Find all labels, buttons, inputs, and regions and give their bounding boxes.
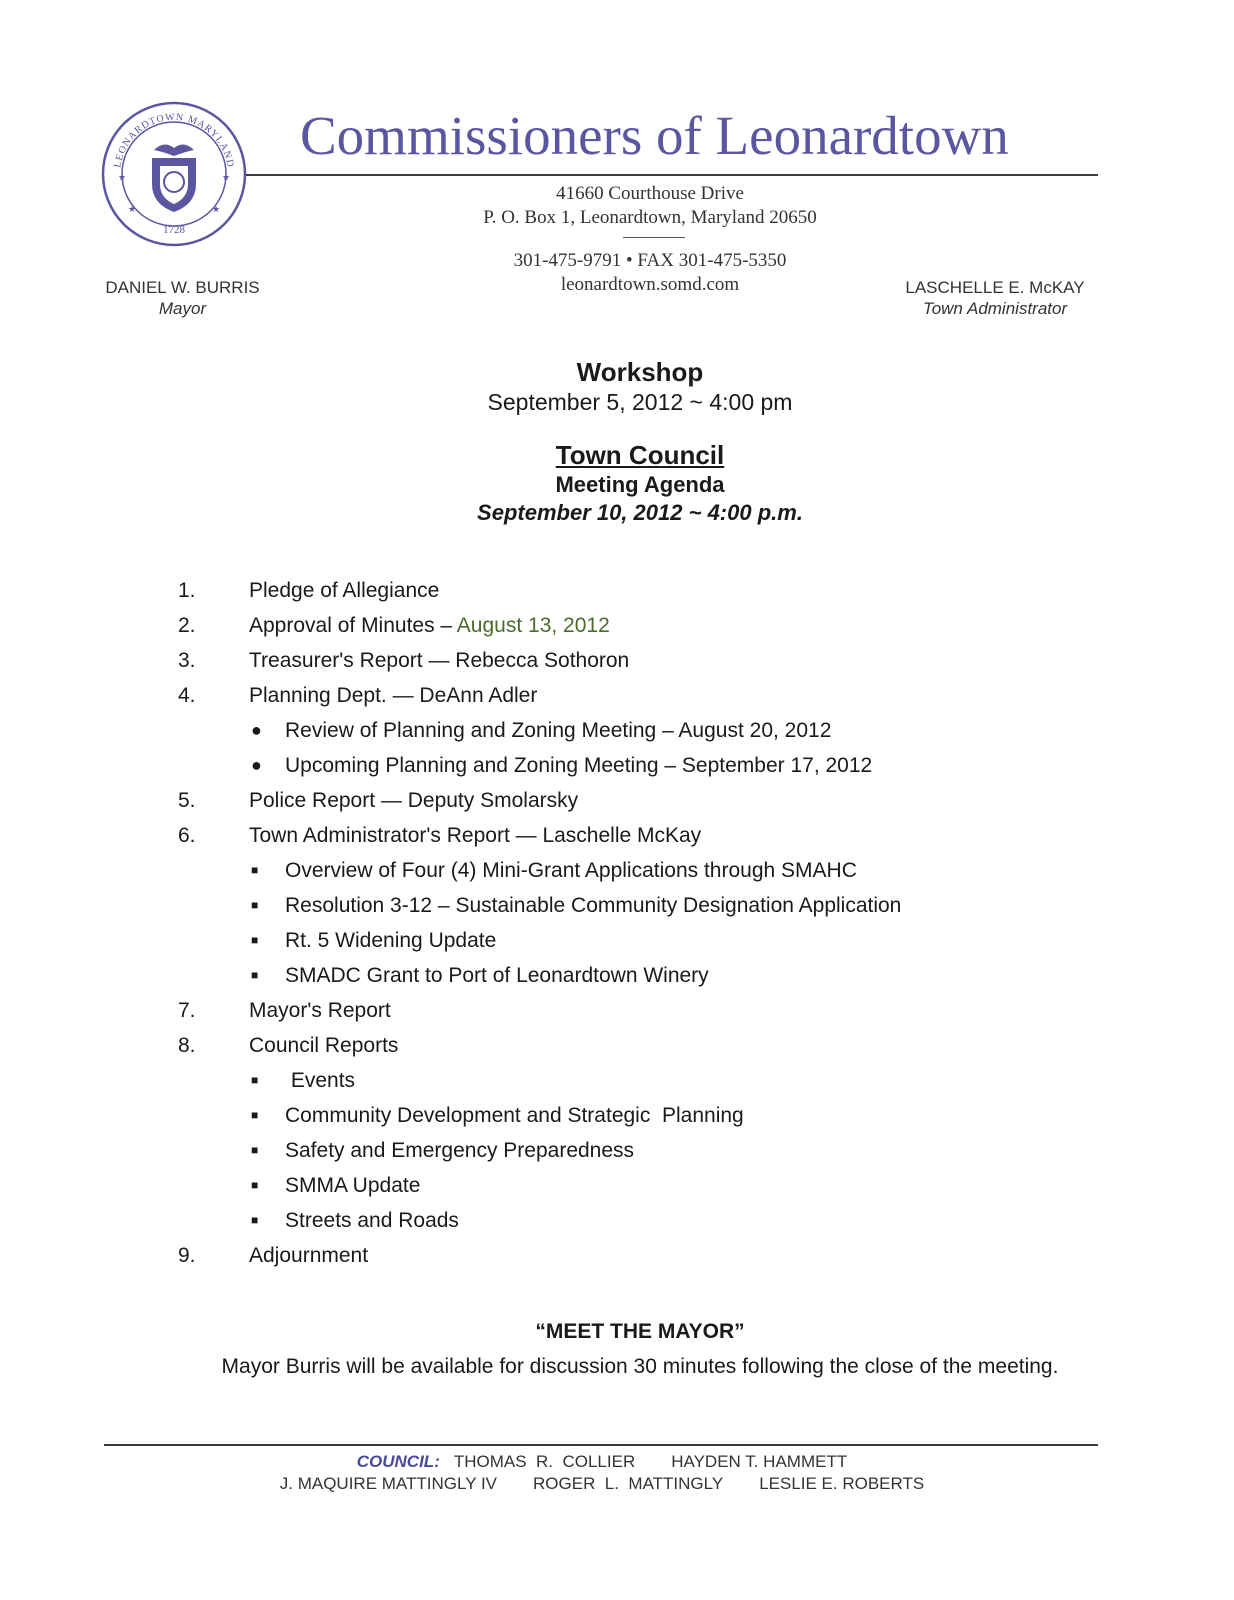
bullet-square-icon: ■ (251, 1213, 259, 1227)
website: leonardtown.somd.com (560, 274, 740, 295)
agenda-item-number: 6. (178, 824, 196, 847)
agenda-subitem-text: Overview of Four (4) Mini-Grant Applications through SMAHC (285, 859, 857, 882)
svg-text:★: ★ (118, 172, 127, 182)
bullet-square-icon: ■ (251, 1073, 259, 1087)
agenda-subitem (0, 1098, 1234, 1133)
agenda-subitem-text: Streets and Roads (285, 1209, 459, 1232)
agenda-subitem-text: Events (285, 1069, 356, 1092)
agenda-item-text: Planning Dept. — DeAnn Adler (249, 684, 538, 707)
agenda-subitem (0, 1133, 1234, 1168)
agenda-subitem-text: SMADC Grant to Port of Leonardtown Winery (285, 964, 709, 987)
agenda-item (0, 993, 1234, 1028)
address-divider (623, 237, 685, 238)
agenda-item-number: 4. (178, 684, 196, 707)
minutes-date: August 13, 2012 (456, 614, 610, 637)
agenda-subitem-text: SMMA Update (285, 1174, 421, 1197)
council-member: J. MAQUIRE MATTINGLY IV (279, 1474, 498, 1493)
minutes-label: Approval of Minutes – (249, 614, 457, 637)
workshop-title: Workshop (576, 357, 704, 387)
meeting-subtitle: Meeting Agenda (555, 472, 725, 497)
address-line-2: P. O. Box 1, Leonardtown, Maryland 20650 (483, 207, 817, 228)
agenda-subitem (0, 713, 1234, 748)
bullet-square-icon: ■ (251, 1108, 259, 1122)
header-divider (246, 174, 1098, 176)
agenda-item-text: Mayor's Report (249, 999, 391, 1022)
agenda-item-text: Adjournment (249, 1244, 369, 1267)
agenda-item-text: Town Administrator's Report — Laschelle McKay (249, 824, 702, 847)
bullet-square-icon: ■ (251, 933, 259, 947)
agenda-item (0, 643, 1234, 678)
agenda-subitem-text: Community Development and Strategic Planning (285, 1104, 744, 1127)
council-member: THOMAS R. COLLIER (453, 1452, 636, 1471)
agenda-item (0, 678, 1234, 713)
town-seal (100, 100, 248, 248)
workshop-date: September 5, 2012 ~ 4:00 pm (487, 389, 793, 415)
agenda-item-text: Council Reports (249, 1034, 399, 1057)
agenda-item-number: 1. (178, 579, 196, 602)
bullet-square-icon: ■ (251, 1178, 259, 1192)
agenda-item (0, 783, 1234, 818)
agenda-subitem-text: Rt. 5 Widening Update (285, 929, 497, 952)
council-line-2 (0, 1474, 1204, 1494)
agenda-item (0, 1238, 1234, 1273)
mayor-block (90, 277, 275, 319)
meet-mayor-title: “MEET THE MAYOR” (535, 1320, 745, 1343)
administrator-name: LASCHELLE E. McKAY (905, 278, 1085, 297)
agenda-subitem (0, 1203, 1234, 1238)
meeting-title: Town Council (555, 440, 725, 470)
meet-mayor-text: Mayor Burris will be available for discussion 30 minutes following the close of the meeting. (221, 1355, 1059, 1378)
council-member: LESLIE E. ROBERTS (759, 1474, 925, 1493)
agenda-item (0, 1028, 1234, 1063)
phone-fax: 301-475-9791 • FAX 301-475-5350 (513, 250, 787, 271)
agenda-item-text: Treasurer's Report — Rebecca Sothoron (249, 649, 630, 672)
council-member: HAYDEN T. HAMMETT (671, 1452, 848, 1471)
address-block (420, 182, 880, 230)
agenda-item-text (249, 608, 610, 643)
agenda-subitem (0, 853, 1234, 888)
agenda-subitem-text: Review of Planning and Zoning Meeting – August 20, 2012 (285, 719, 832, 742)
mayor-title: Mayor (158, 299, 207, 318)
agenda-subitem (0, 748, 1234, 783)
contact-block (420, 249, 880, 297)
agenda-item-number: 2. (178, 614, 196, 637)
agenda-item-text: Pledge of Allegiance (249, 579, 440, 602)
bullet-dot-icon: ● (251, 755, 262, 775)
agenda-item (0, 818, 1234, 853)
agenda-subitem (0, 958, 1234, 993)
agenda-list (0, 573, 1234, 1273)
mayor-name: DANIEL W. BURRIS (105, 278, 260, 297)
seal-upper-text: LEONARDTOWN MARYLAND (112, 111, 236, 169)
svg-text:★: ★ (128, 204, 137, 214)
agenda-item-number: 5. (178, 789, 196, 812)
seal-year: 1728 (163, 224, 185, 236)
council-label: COUNCIL: (356, 1452, 440, 1471)
meeting-date: September 10, 2012 ~ 4:00 p.m. (477, 500, 803, 525)
agenda-item-number: 8. (178, 1034, 196, 1057)
footer-divider (104, 1444, 1098, 1446)
agenda-subitem (0, 923, 1234, 958)
administrator-block (885, 277, 1105, 319)
bullet-square-icon: ■ (251, 1143, 259, 1157)
agenda-item (0, 608, 1234, 643)
svg-text:★: ★ (222, 172, 231, 182)
council-member: ROGER L. MATTINGLY (533, 1474, 724, 1493)
agenda-item-number: 7. (178, 999, 196, 1022)
address-line-1: 41660 Courthouse Drive (556, 183, 744, 204)
agenda-item-number: 3. (178, 649, 196, 672)
administrator-title: Town Administrator (922, 299, 1068, 318)
agenda-subitem (0, 1168, 1234, 1203)
bullet-square-icon: ■ (251, 898, 259, 912)
agenda-subitem-text: Upcoming Planning and Zoning Meeting – September 17, 2012 (285, 754, 873, 777)
agenda-item (0, 573, 1234, 608)
bullet-dot-icon: ● (251, 720, 262, 740)
org-name: Commissioners of Leonardtown (300, 105, 1009, 166)
bullet-square-icon: ■ (251, 863, 259, 877)
council-line-1 (0, 1452, 1204, 1472)
agenda-subitem-text: Resolution 3-12 – Sustainable Community Designation Application (285, 894, 902, 917)
agenda-item-text: Police Report — Deputy Smolarsky (249, 789, 579, 812)
agenda-subitem (0, 1063, 1234, 1098)
agenda-subitem (0, 888, 1234, 923)
agenda-item-number: 9. (178, 1244, 196, 1267)
agenda-subitem-text: Safety and Emergency Preparedness (285, 1139, 635, 1162)
bullet-square-icon: ■ (251, 968, 259, 982)
svg-text:★: ★ (212, 204, 221, 214)
